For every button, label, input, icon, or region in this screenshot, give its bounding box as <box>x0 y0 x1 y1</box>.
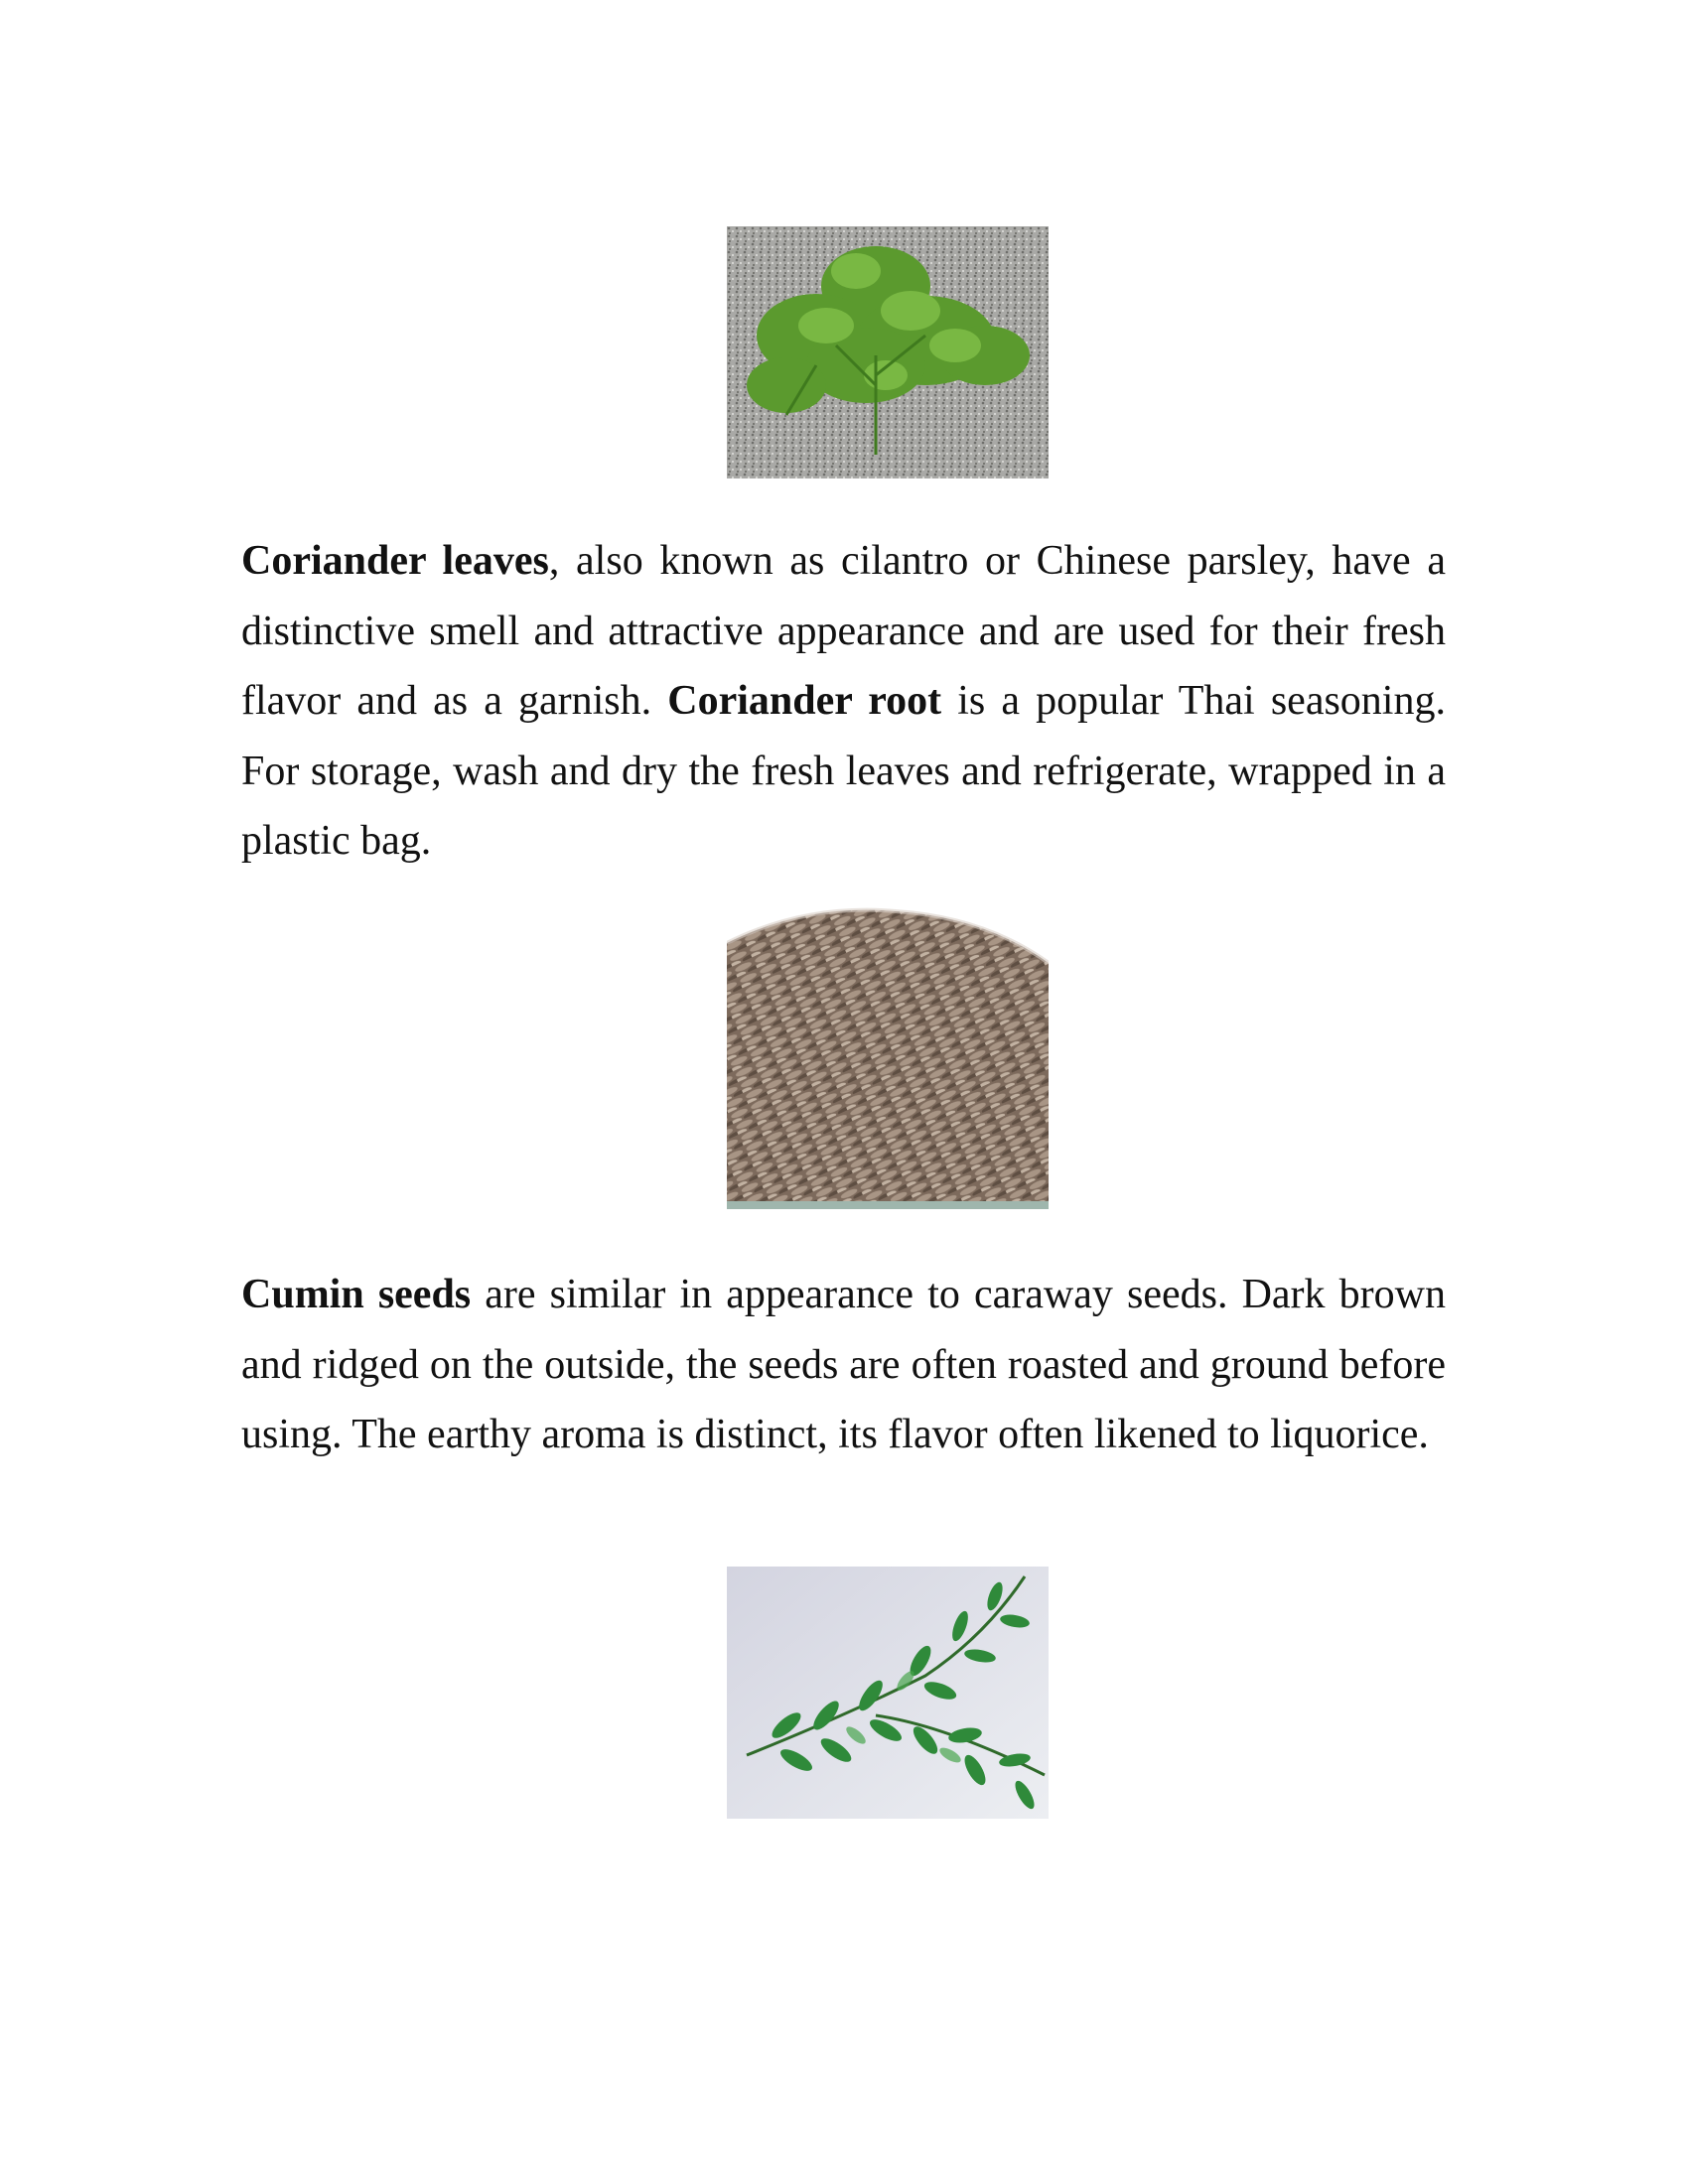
coriander-root-term: Coriander root <box>667 678 942 724</box>
coriander-text-1: , also known as cilantro or Chinese parsley, have a distinctive smell and attractive appearance and are used for their fresh flavor and as a garnish. <box>241 538 1446 724</box>
curry-leaves-photo <box>727 1567 1049 1819</box>
coriander-description <box>241 526 1446 877</box>
cumin-text-1: are similar in appearance to caraway seeds. Dark brown and ridged on the outside, the seeds are often roasted and ground before using. The earthy aroma is distinct, its flavor often likened to liquorice. <box>241 1272 1446 1457</box>
coriander-leaves-term: Coriander leaves <box>241 538 549 584</box>
coriander-text-2: is a popular Thai seasoning. For storage, wash and dry the fresh leaves and refrigerate, wrapped in a plastic bag. <box>241 678 1446 864</box>
cumin-seeds-term: Cumin seeds <box>241 1272 472 1317</box>
cumin-seeds-photo <box>727 903 1049 1209</box>
cumin-description <box>241 1260 1446 1470</box>
coriander-leaves-photo <box>727 226 1049 478</box>
